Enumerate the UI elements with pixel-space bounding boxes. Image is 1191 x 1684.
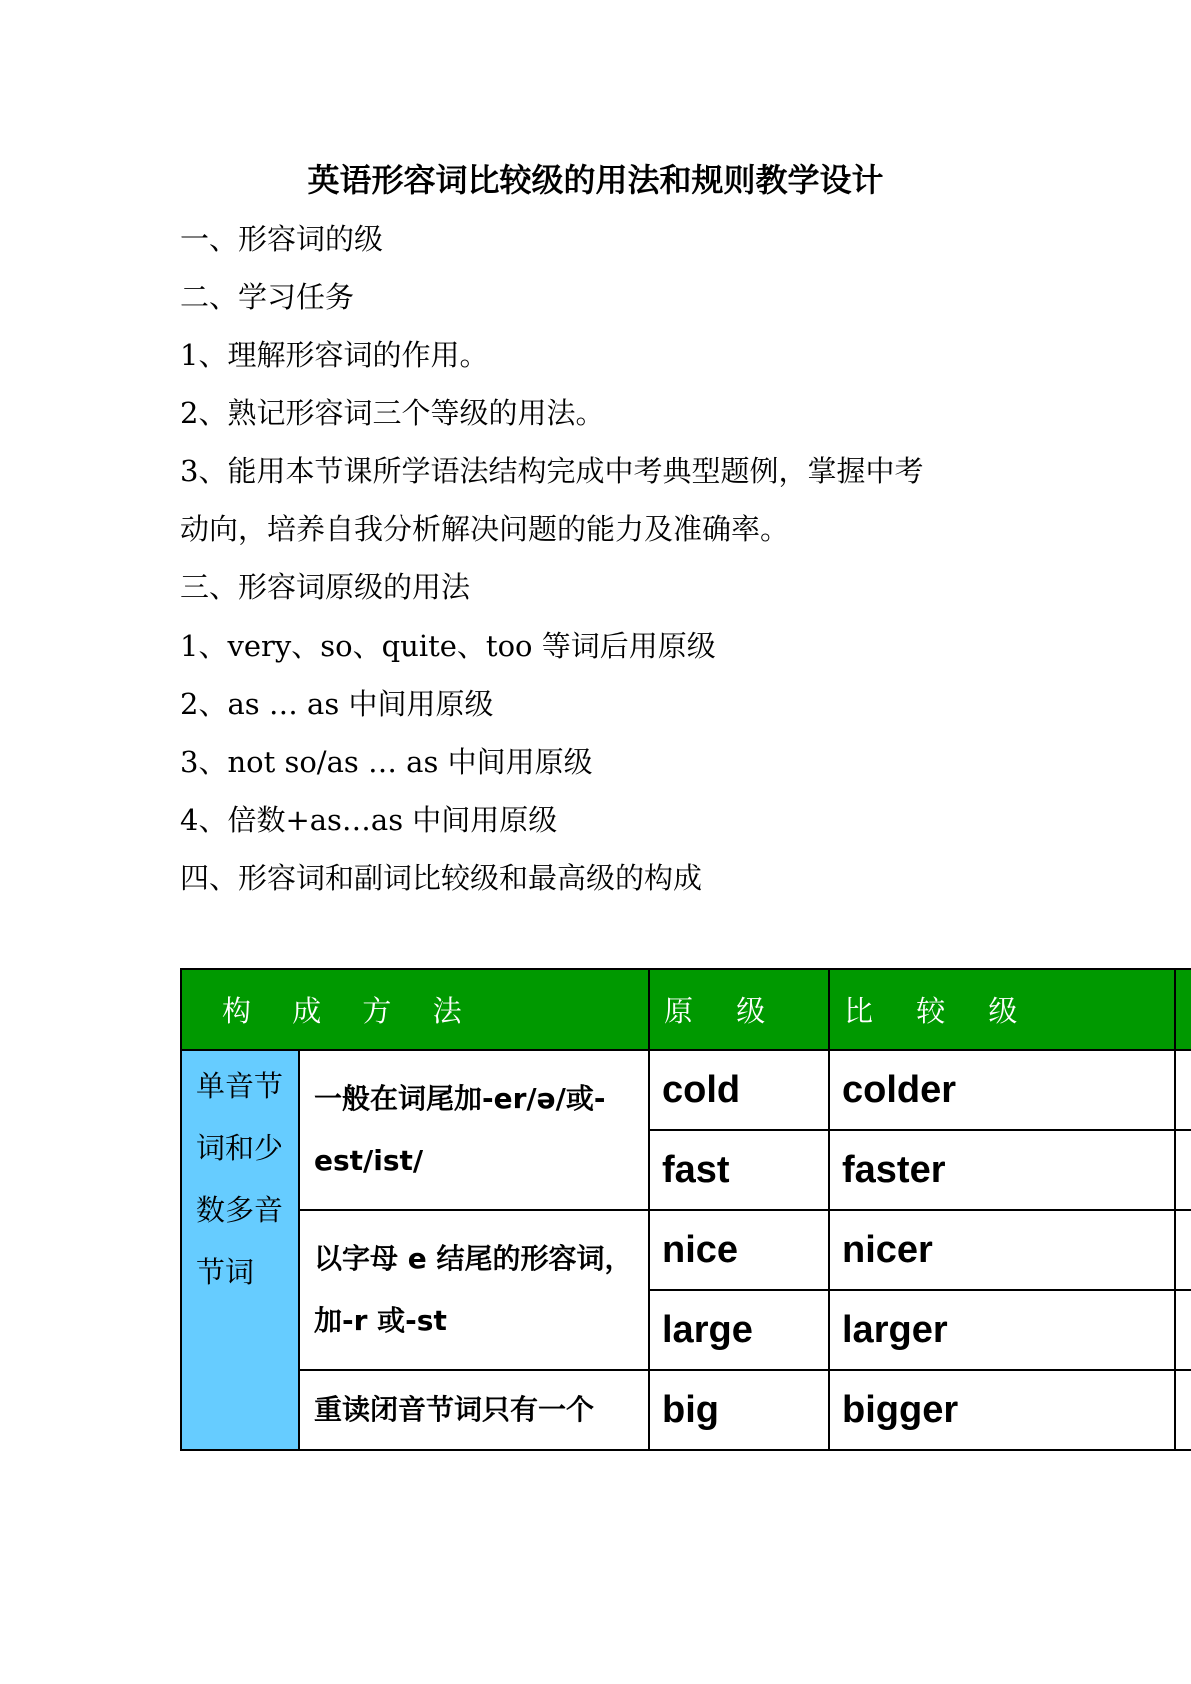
usage-item-4: 4、倍数+as…as 中间用原级 — [180, 803, 558, 837]
section-heading-2: 二、学习任务 — [180, 280, 355, 314]
base-cell: nice — [649, 1210, 829, 1290]
header-comparative: 比 较 级 — [829, 969, 1175, 1050]
usage-item-1: 1、very、so、quite、too 等词后用原级 — [180, 629, 716, 663]
usage-item-3: 3、not so/as … as 中间用原级 — [180, 745, 593, 779]
table-header-row — [181, 969, 1191, 1050]
comparison-table — [180, 968, 1191, 1451]
cut-off-cell — [1175, 1210, 1191, 1290]
document-title: 英语形容词比较级的用法和规则教学设计 — [307, 161, 884, 199]
category-cell: 单音节词和少数多音节词 — [181, 1050, 299, 1450]
usage-item-2: 2、as … as 中间用原级 — [180, 687, 494, 721]
cut-off-cell — [1175, 1130, 1191, 1210]
rule-cell: 重读闭音节词只有一个 — [299, 1370, 649, 1450]
cut-off-cell — [1175, 1290, 1191, 1370]
header-method: 构 成 方 法 — [181, 969, 649, 1050]
task-item-2: 2、熟记形容词三个等级的用法。 — [180, 396, 605, 430]
comparative-cell: colder — [829, 1050, 1175, 1130]
base-cell: cold — [649, 1050, 829, 1130]
comparative-cell: bigger — [829, 1370, 1175, 1450]
section-heading-3: 三、形容词原级的用法 — [180, 570, 471, 604]
base-cell: fast — [649, 1130, 829, 1210]
header-base: 原 级 — [649, 969, 829, 1050]
cut-off-cell — [1175, 1050, 1191, 1130]
table-row — [181, 1050, 1191, 1130]
cut-off-cell — [1175, 1370, 1191, 1450]
task-item-1: 1、理解形容词的作用。 — [180, 338, 489, 372]
table-row — [181, 1370, 1191, 1450]
section-heading-1: 一、形容词的级 — [180, 222, 384, 256]
rule-cell: 以字母 e 结尾的形容词，加-r 或-st — [299, 1210, 649, 1370]
comparative-cell: nicer — [829, 1210, 1175, 1290]
header-cut-off — [1175, 969, 1191, 1050]
base-cell: big — [649, 1370, 829, 1450]
comparative-cell: faster — [829, 1130, 1175, 1210]
comparative-cell: larger — [829, 1290, 1175, 1370]
section-heading-4: 四、形容词和副词比较级和最高级的构成 — [180, 861, 703, 895]
base-cell: large — [649, 1290, 829, 1370]
table-row — [181, 1210, 1191, 1290]
rule-cell: 一般在词尾加-er/ə/或-est/ist/ — [299, 1050, 649, 1210]
task-item-3-continued: 动向，培养自我分析解决问题的能力及准确率。 — [180, 512, 790, 546]
task-item-3: 3、能用本节课所学语法结构完成中考典型题例，掌握中考 — [180, 454, 924, 488]
